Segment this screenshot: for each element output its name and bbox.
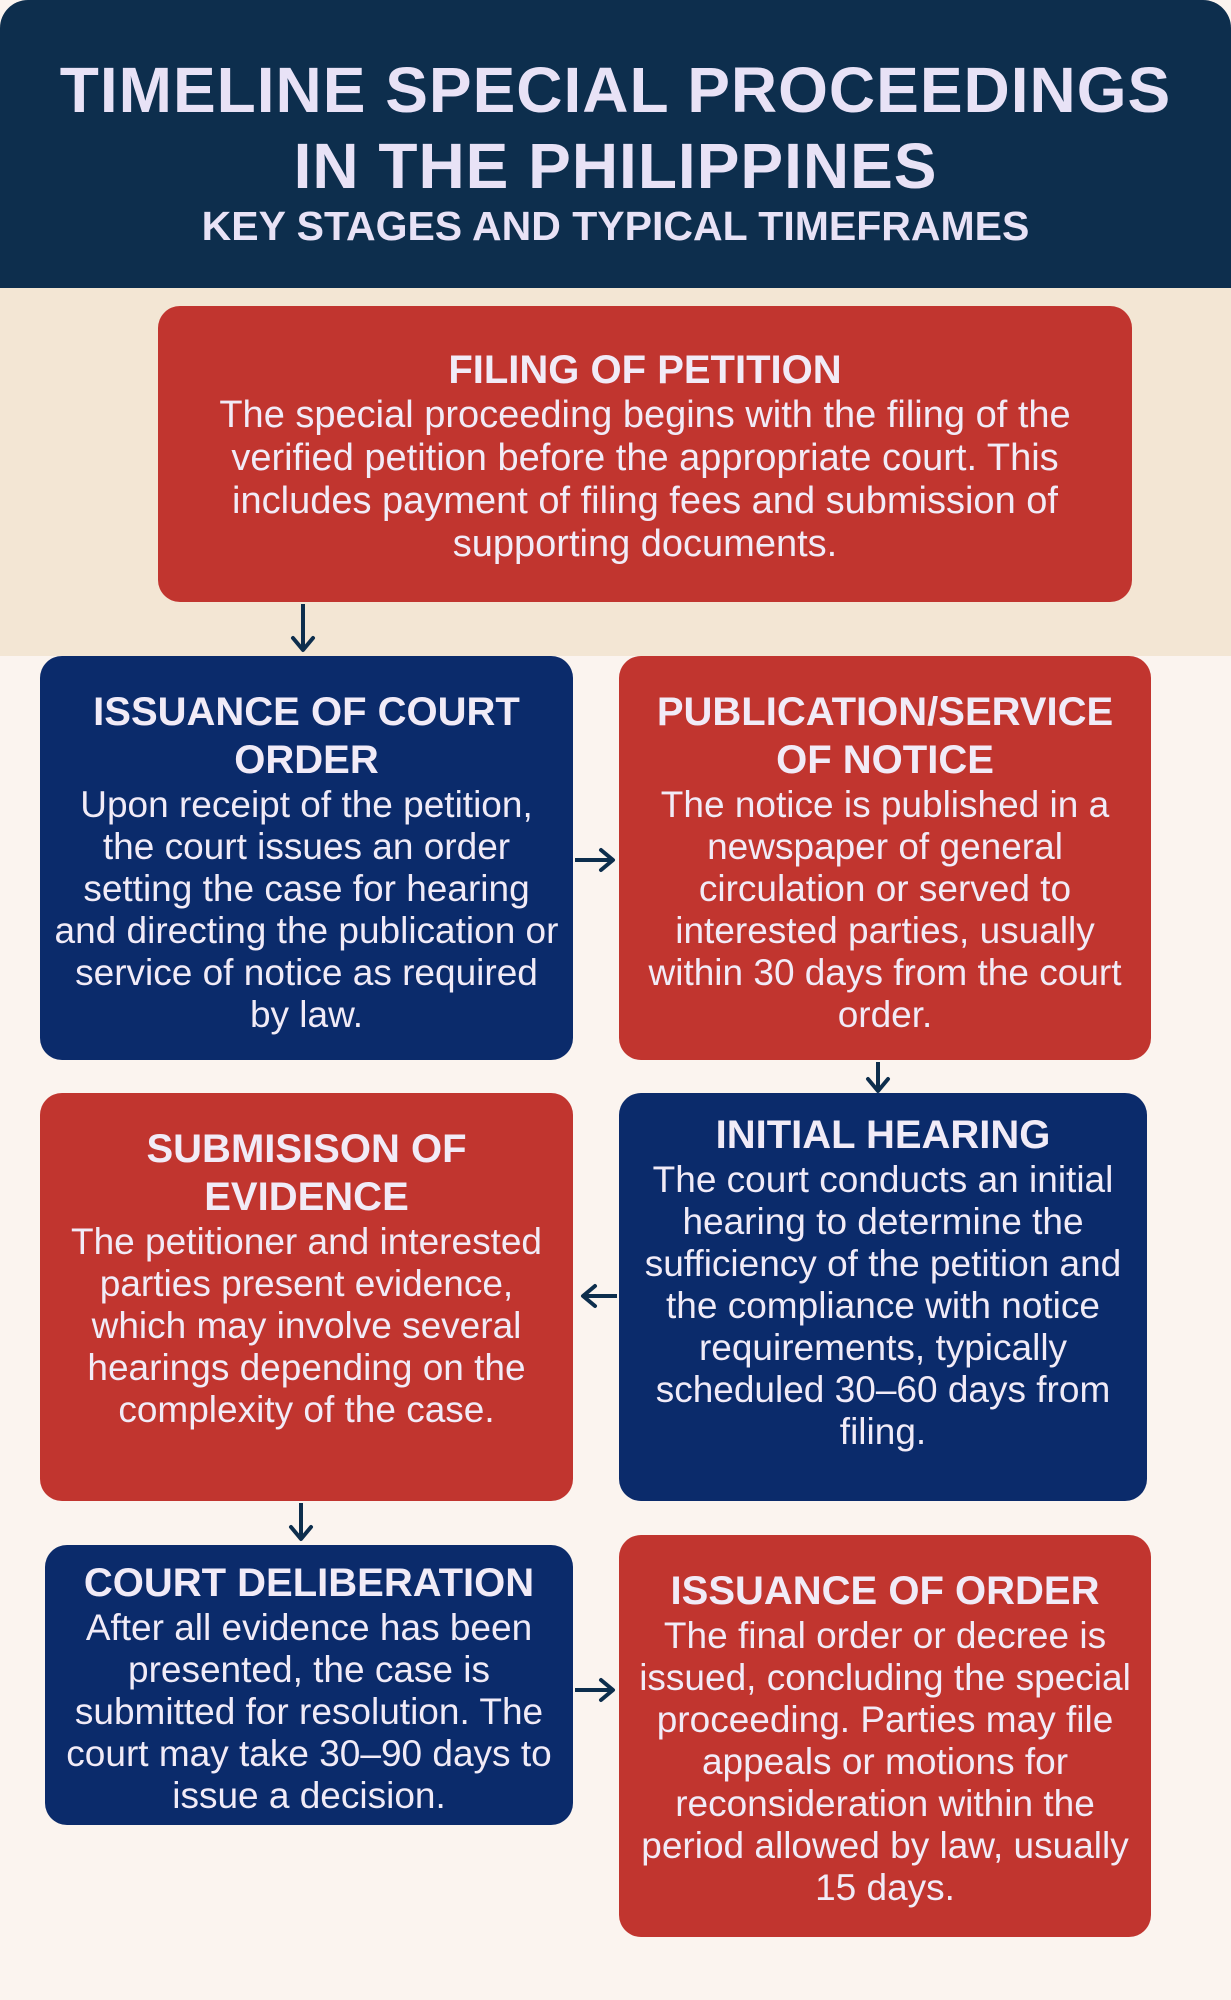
- arrow-left-icon: [583, 1286, 617, 1306]
- step-description: Upon receipt of the petition, the court issues an order setting the case for hearing and directing the publication or service of notice as required by law.: [54, 784, 559, 1035]
- step-title: COURT DELIBERATION: [83, 1561, 535, 1605]
- title-line-2: IN THE PHILIPPINES: [293, 130, 938, 202]
- step-description: After all evidence has been presented, the case is submitted for resolution. The court may take 30–90 days to issue a decision.: [66, 1607, 552, 1816]
- step-title: PUBLICATION/SERVICE OF NOTICE: [656, 690, 1114, 782]
- step-title: SUBMISISON OF EVIDENCE: [146, 1127, 467, 1219]
- step-description: The court conducts an initial hearing to determine the sufficiency of the petition and the compliance with notice requirements, typically scheduled 30–60 days from filing.: [644, 1159, 1122, 1452]
- step-title: FILING OF PETITION: [448, 348, 842, 392]
- subtitle: KEY STAGES AND TYPICAL TIMEFRAMES: [201, 203, 1030, 249]
- arrow-right-icon: [575, 850, 613, 870]
- step-title: ISSUANCE OF ORDER: [670, 1569, 1100, 1613]
- step-description: The notice is published in a newspaper of general circulation or served to interested parties, usually within 30 days from the court order.: [648, 784, 1122, 1035]
- step-title: INITIAL HEARING: [715, 1113, 1051, 1157]
- arrow-right-icon: [575, 1680, 613, 1700]
- step-description: The petitioner and interested parties present evidence, which may involve several hearings depending on the complexity of the case.: [70, 1221, 543, 1430]
- step-title: ISSUANCE OF COURT ORDER: [93, 690, 520, 782]
- arrow-down-icon: [868, 1062, 888, 1091]
- arrow-down-icon: [291, 1503, 311, 1539]
- arrow-down-icon: [293, 604, 313, 650]
- title-line-1: TIMELINE SPECIAL PROCEEDINGS: [59, 54, 1172, 126]
- step-description: The special proceeding begins with the filing of the verified petition before the appropriate court. This includes payment of filing fees and submission of supporting documents.: [219, 394, 1071, 565]
- step-description: The final order or decree is issued, concluding the special proceeding. Parties may file appeals or motions for reconsideration within the period allowed by law, usually 15 days.: [639, 1615, 1131, 1908]
